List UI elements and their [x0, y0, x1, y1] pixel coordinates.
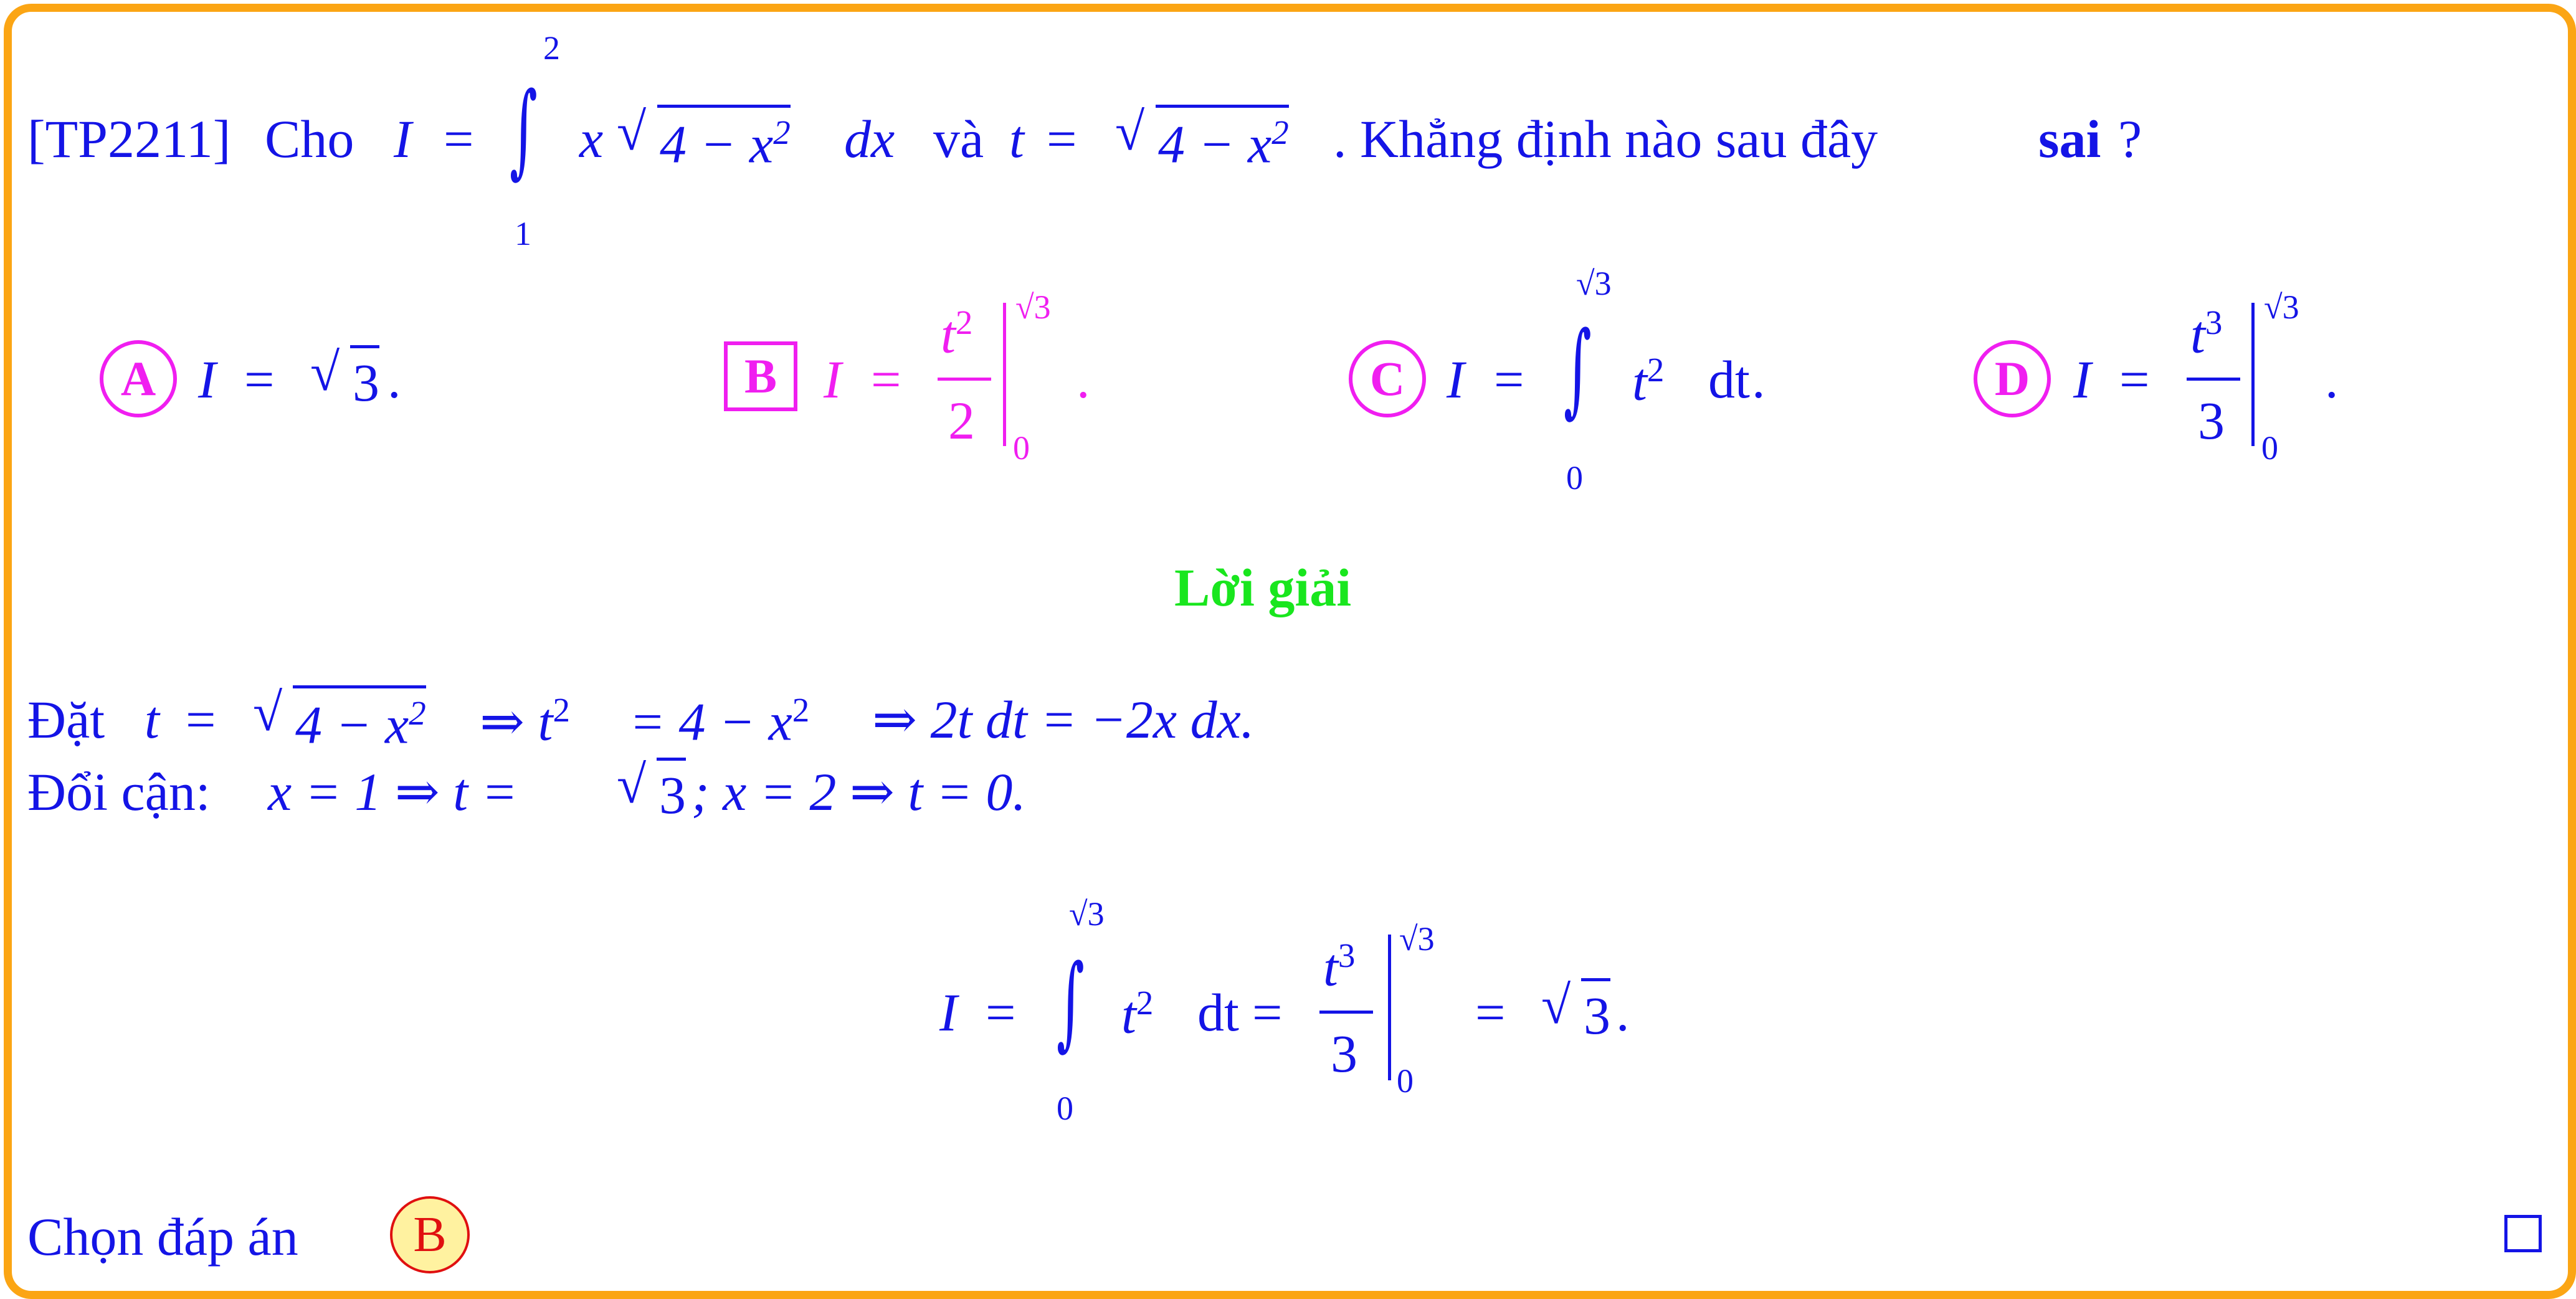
question-and: và	[933, 109, 984, 169]
option-d-frac-den: 3	[2198, 391, 2225, 450]
option-d-frac-num: $t^3$	[2190, 303, 2223, 364]
display-int-lower: 0	[1057, 1090, 1073, 1127]
option-b-upper: √3	[1015, 288, 1051, 326]
question-lead: Cho	[265, 109, 354, 169]
solution-line1-sqrt-body: $4 - x^2$	[293, 685, 426, 752]
display-I: I	[939, 983, 958, 1042]
option-a-tail: .	[387, 350, 401, 409]
display-eq: =	[986, 983, 1016, 1042]
question-int-upper: 2	[543, 29, 560, 67]
display-eval-lower: 0	[1397, 1062, 1414, 1100]
solution-line1-rest-b: = $4 - x^2$	[629, 691, 810, 752]
option-c-dt: dt	[1708, 350, 1750, 409]
question-after: . Khẳng định nào sau đây	[1333, 109, 1878, 169]
solution-line1-rest-a: ⇒ $t^2$	[480, 691, 570, 752]
display-sqrt: √	[1541, 975, 1571, 1035]
display-eval-bar	[1388, 935, 1391, 1080]
option-a-sqrt: √	[310, 342, 340, 402]
display-tail: .	[1616, 983, 1630, 1042]
option-d-eq: =	[2119, 350, 2150, 409]
option-b-frac-num: $t^2$	[941, 303, 973, 364]
option-a-eq: =	[244, 350, 275, 409]
option-b-frac-bar	[938, 378, 991, 381]
question-var-I: I	[394, 109, 412, 169]
question-eq-2: =	[1047, 109, 1077, 169]
question-qmark: ?	[2118, 109, 2142, 169]
question-sqrt-body-2: $4 - x^2$	[1156, 105, 1289, 171]
solution-line2-sqrt-body: 3	[657, 758, 686, 822]
solution-line2-sqrt: √	[617, 754, 647, 814]
solution-line2-part-b: ; x = 2 ⇒ t = 0.	[692, 762, 1026, 822]
answer-badge: B	[390, 1196, 470, 1273]
display-eq-3: =	[1475, 983, 1506, 1042]
option-c-eq: =	[1494, 350, 1524, 409]
question-sqrt: √	[617, 102, 647, 161]
option-d-label[interactable]: D	[1974, 340, 2051, 417]
solution-line2-lead: Đổi cận:	[27, 762, 211, 822]
option-c-I: I	[1447, 350, 1465, 409]
display-frac-bar	[1319, 1011, 1373, 1014]
option-a-I: I	[198, 350, 216, 409]
question-integrand-x: x	[579, 109, 604, 169]
option-b-frac-den: 2	[948, 391, 975, 450]
option-b-lower: 0	[1013, 429, 1030, 467]
display-integrand: $t^2$	[1121, 984, 1154, 1045]
question-eq: =	[444, 109, 474, 169]
option-a-label[interactable]: A	[100, 340, 177, 417]
question-sqrt-body: $4 - x^2$	[657, 105, 791, 171]
option-b-eval-bar	[1003, 303, 1006, 446]
display-eval-upper: √3	[1399, 920, 1435, 958]
display-frac-num: $t^3$	[1323, 936, 1356, 997]
question-integral-sign: ∫	[510, 71, 538, 189]
question-code: [TP2211]	[27, 109, 231, 169]
answer-lead: Chọn đáp án	[27, 1207, 298, 1267]
option-b-eq: =	[871, 350, 901, 409]
solution-line1-eq: =	[186, 690, 216, 749]
option-b-tail: .	[1077, 350, 1090, 409]
question-var-t: t	[1009, 109, 1024, 169]
question-int-lower: 1	[515, 215, 531, 252]
display-int-upper: √3	[1069, 895, 1105, 933]
display-frac-den: 3	[1331, 1024, 1357, 1083]
option-d-eval-bar	[2251, 303, 2255, 446]
solution-heading: Lời giải	[1174, 558, 1352, 617]
question-frame	[4, 4, 2576, 1299]
option-c-label[interactable]: C	[1349, 340, 1426, 417]
question-bold-word: sai	[2038, 109, 2101, 169]
option-d-I: I	[2073, 350, 2091, 409]
option-c-lower: 0	[1566, 459, 1583, 497]
qed-square-icon	[2504, 1215, 2542, 1252]
solution-line1-lead: Đặt	[27, 690, 105, 749]
option-c-tail: .	[1752, 350, 1766, 409]
option-d-tail: .	[2325, 350, 2339, 409]
question-dx: dx	[844, 109, 895, 169]
display-sqrt-body: 3	[1581, 978, 1610, 1042]
solution-line1-sqrt: √	[253, 682, 283, 742]
question-sqrt-2: √	[1115, 102, 1145, 161]
option-b-I: I	[824, 350, 842, 409]
option-b-label[interactable]: B	[724, 341, 797, 411]
display-eq-2: =	[1252, 983, 1283, 1042]
option-d-upper: √3	[2264, 288, 2299, 326]
option-d-lower: 0	[2261, 429, 2278, 467]
option-c-upper: √3	[1576, 265, 1612, 302]
display-dt: dt	[1197, 983, 1239, 1042]
option-c-integrand: $t^2$	[1632, 351, 1665, 412]
option-d-frac-bar	[2187, 378, 2240, 381]
solution-line1-t: t	[145, 690, 159, 749]
solution-line1-rest-c: ⇒ 2t dt = −2x dx.	[872, 690, 1255, 749]
option-c-integral-sign: ∫	[1564, 310, 1592, 429]
solution-line2-part-a: x = 1 ⇒ t =	[268, 762, 518, 822]
display-integral-sign: ∫	[1057, 943, 1085, 1062]
option-a-sqrt-body: 3	[350, 345, 379, 409]
